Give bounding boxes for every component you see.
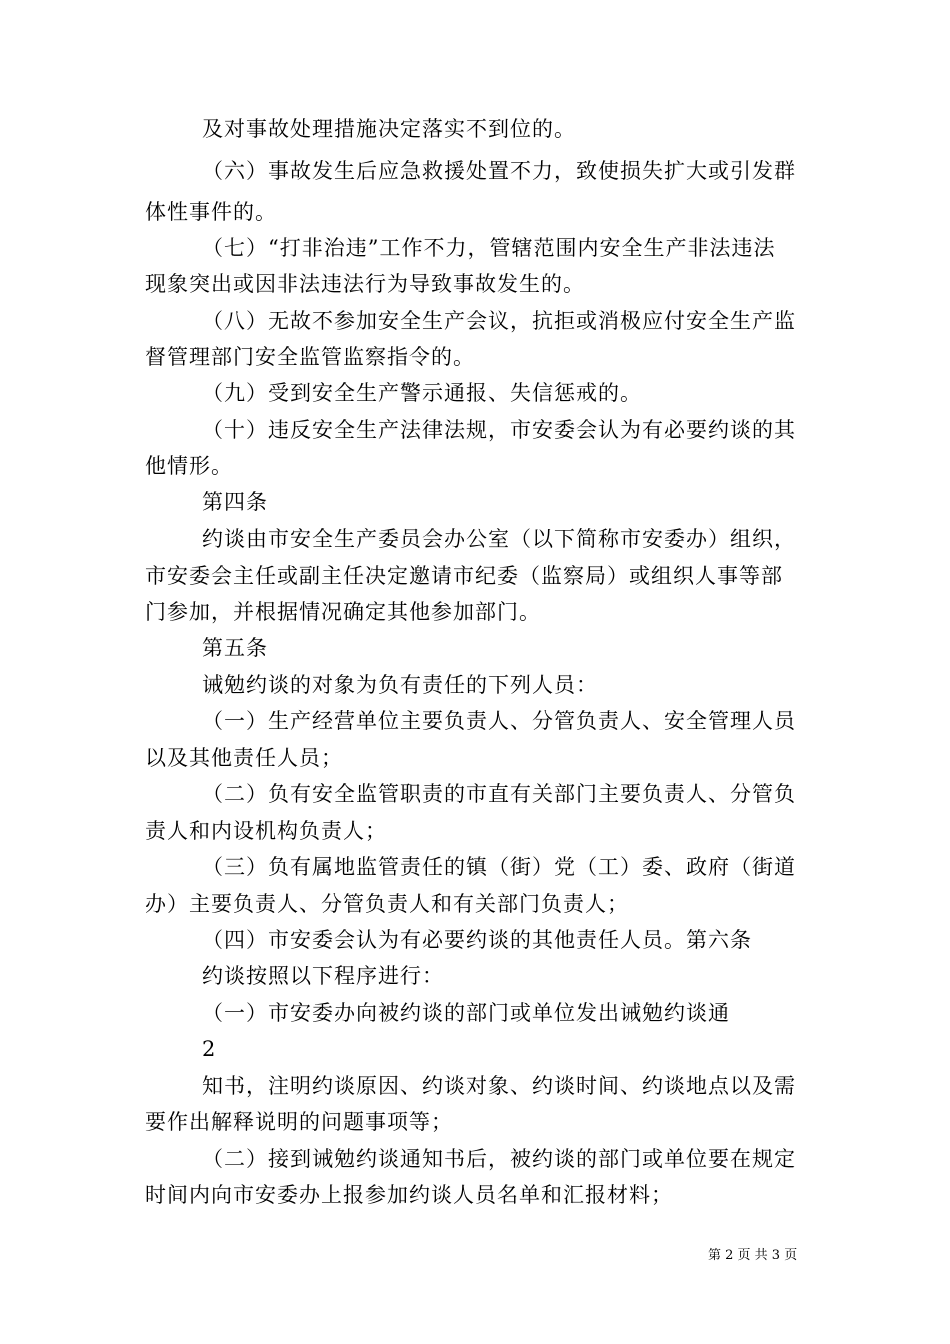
text-line: 约谈按照以下程序进行： <box>202 964 444 988</box>
article-heading: 第四条 <box>202 490 268 514</box>
text-line: （一）市安委办向被约谈的部门或单位发出诫勉约谈通 <box>202 1001 730 1025</box>
text-line: 责人和内设机构负责人； <box>145 819 387 843</box>
text-line: （九）受到安全生产警示通报、失信惩戒的。 <box>202 381 642 405</box>
text-line: 知书，注明约谈原因、约谈对象、约谈时间、约谈地点以及需 <box>202 1074 796 1098</box>
text-line: （十）违反安全生产法律法规，市安委会认为有必要约谈的其 <box>202 418 796 442</box>
text-line: （八）无故不参加安全生产会议，抗拒或消极应付安全生产监 <box>202 309 796 333</box>
text-line: 以及其他责任人员； <box>145 746 343 770</box>
text-line: （四）市安委会认为有必要约谈的其他责任人员。第六条 <box>202 928 752 952</box>
text-line: （三）负有属地监管责任的镇（街）党（工）委、政府（街道 <box>202 855 796 879</box>
text-line: 约谈由市安全生产委员会办公室（以下简称市安委办）组织， <box>202 527 796 551</box>
text-line: 及对事故处理措施决定落实不到位的。 <box>202 117 576 141</box>
text-line: 他情形。 <box>145 454 233 478</box>
text-line: 市安委会主任或副主任决定邀请市纪委（监察局）或组织人事等部 <box>145 564 783 588</box>
text-line: 诫勉约谈的对象为负有责任的下列人员： <box>202 673 598 697</box>
text-line: 门参加，并根据情况确定其他参加部门。 <box>145 600 541 624</box>
text-line: 要作出解释说明的问题事项等； <box>145 1110 453 1134</box>
text-line: 时间内向市安委办上报参加约谈人员名单和汇报材料； <box>145 1183 673 1207</box>
page-footer: 第 2 页 共 3 页 <box>708 1248 798 1263</box>
text-line: 体性事件的。 <box>145 200 277 224</box>
text-line: 办）主要负责人、分管负责人和有关部门负责人； <box>145 892 629 916</box>
inline-page-number: 2 <box>202 1037 217 1061</box>
text-line: （二）负有安全监管职责的市直有关部门主要负责人、分管负 <box>202 782 796 806</box>
text-line: 督管理部门安全监管监察指令的。 <box>145 345 475 369</box>
text-line: （六）事故发生后应急救援处置不力，致使损失扩大或引发群 <box>202 159 796 183</box>
text-line: 现象突出或因非法违法行为导致事故发生的。 <box>145 272 585 296</box>
text-line: （一）生产经营单位主要负责人、分管负责人、安全管理人员 <box>202 709 796 733</box>
text-line: （七）“打非治违”工作不力，管辖范围内安全生产非法违法 <box>202 236 776 260</box>
article-heading: 第五条 <box>202 636 268 660</box>
text-line: （二）接到诫勉约谈通知书后，被约谈的部门或单位要在规定 <box>202 1147 796 1171</box>
